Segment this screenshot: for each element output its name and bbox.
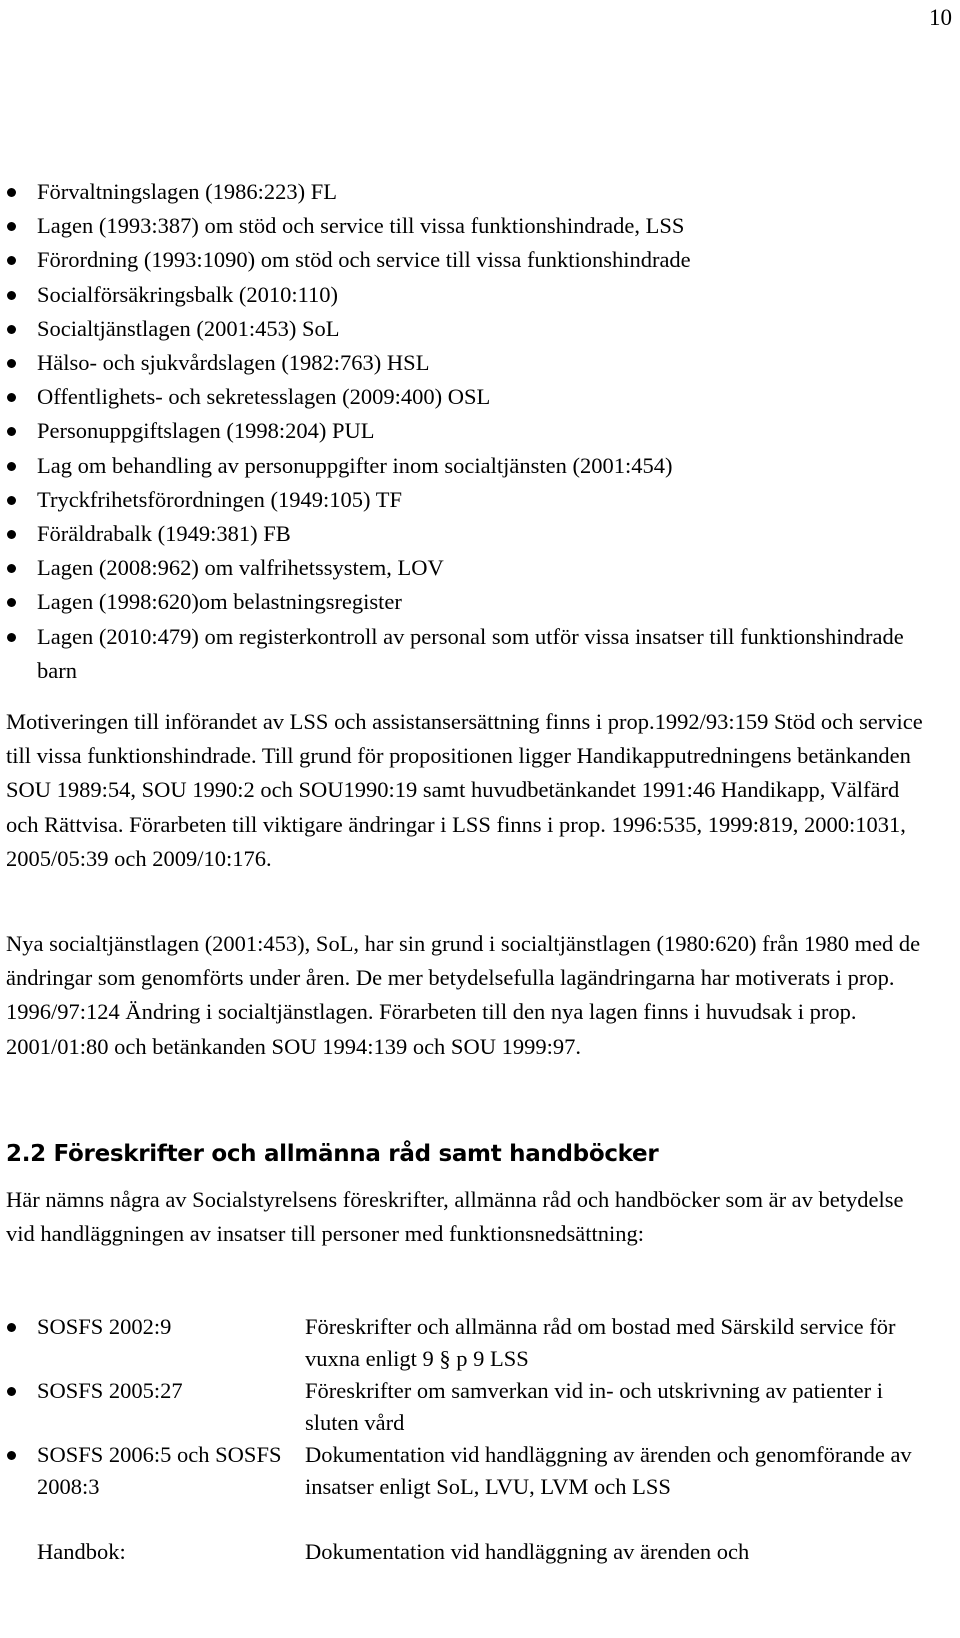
regulation-description: Dokumentation vid handläggning av ärenden och genomförande av insatser enligt SoL, LVU, LVM och LSS [305, 1442, 912, 1500]
regulation-code: SOSFS 2005:27 [37, 1378, 183, 1403]
list-item-text: Socialtjänstlagen (2001:453) SoL [37, 315, 340, 341]
bullet-icon [7, 393, 16, 402]
list-item [0, 585, 940, 619]
list-item [0, 175, 940, 209]
bullet-icon [7, 633, 16, 642]
bullet-icon [7, 1387, 16, 1396]
list-item-text: Socialförsäkringsbalk (2010:110) [37, 281, 338, 307]
regulation-description: Föreskrifter och allmänna råd om bostad med Särskild service för vuxna enligt 9 § p 9 LSS [305, 1314, 896, 1372]
list-item [0, 483, 940, 517]
regulation-code: Handbok: [37, 1539, 126, 1564]
list-item-text: Personuppgiftslagen (1998:204) PUL [37, 418, 375, 444]
list-item-text: Föräldrabalk (1949:381) FB [37, 521, 291, 547]
regulation-item [0, 1536, 940, 1568]
list-item-text: Hälso- och sjukvårdslagen (1982:763) HSL [37, 350, 430, 376]
bullet-icon [7, 427, 16, 436]
regulation-item [0, 1311, 940, 1375]
section-intro: Här nämns några av Socialstyrelsens föreskrifter, allmänna råd och handböcker som är av betydelse vid handläggningen av insatser till personer med funktionsnedsättning: [6, 1187, 904, 1247]
list-item [0, 346, 940, 380]
bullet-icon [7, 1323, 16, 1332]
list-item [0, 278, 940, 312]
bullet-icon [7, 291, 16, 300]
bullet-icon [7, 462, 16, 471]
section-heading: 2.2 Föreskrifter och allmänna råd samt handböcker [6, 1141, 659, 1167]
bullet-icon [7, 564, 16, 573]
list-item-text: Förvaltningslagen (1986:223) FL [37, 179, 337, 204]
regulation-item [0, 1375, 940, 1439]
bullet-icon [7, 188, 16, 197]
bullet-icon [7, 598, 16, 607]
regulation-code: SOSFS 2006:5 och SOSFS 2008:3 [37, 1442, 282, 1500]
bullet-icon [7, 359, 16, 368]
bullet-icon [7, 1451, 16, 1460]
list-item [0, 380, 940, 414]
list-item [0, 551, 940, 585]
page-number: 10 [929, 5, 952, 30]
bullet-icon [7, 496, 16, 505]
regulation-description: Föreskrifter om samverkan vid in- och utskrivning av patienter i sluten vård [305, 1378, 883, 1436]
list-item-text: Lagen (1998:620)om belastningsregister [37, 589, 402, 615]
list-item [0, 312, 940, 346]
list-item-text: Lag om behandling av personuppgifter inom socialtjänsten (2001:454) [37, 452, 673, 478]
bullet-icon [7, 325, 16, 334]
paragraph-lss: Motiveringen till införandet av LSS och assistansersättning finns i prop.1992/93:159 Stöd och service till vissa funktionshindrade. Till grund för propositionen ligger Handikapputredningens betänkanden SOU 1989:54, SOU 1990:2 och SOU1990:19 samt huvudbetänkandet 1991:46 Handikapp, Välfärd och Rättvisa. Förarbeten till viktigare ändringar i LSS finns i prop. 1996:535, 1999:819, 2000:1031, 2005/05:39 och 2009/10:176. [6, 709, 923, 871]
regulation-list [0, 1311, 940, 1568]
list-item [0, 243, 940, 277]
regulation-code: SOSFS 2002:9 [37, 1314, 172, 1339]
list-item [0, 449, 940, 483]
regulation-item [0, 1439, 940, 1536]
list-item [0, 414, 940, 448]
bullet-icon [7, 530, 16, 539]
law-list [0, 175, 940, 688]
list-item [0, 620, 940, 688]
list-item-text: Offentlighets- och sekretesslagen (2009:400) OSL [37, 384, 491, 410]
list-item-text: Lagen (1993:387) om stöd och service till vissa funktionshindrade, LSS [37, 213, 685, 239]
bullet-icon [7, 222, 16, 231]
list-item [0, 517, 940, 551]
list-item-text: Tryckfrihetsförordningen (1949:105) TF [37, 486, 402, 512]
paragraph-sol: Nya socialtjänstlagen (2001:453), SoL, har sin grund i socialtjänstlagen (1980:620) från 1980 med de ändringar som genomförts under åren. De mer betydelsefulla lagändringarna har motiverats i prop. 1996/97:124 Ändring i socialtjänstlagen. Förarbeten till den nya lagen finns i huvudsak i prop. 2001/01:80 och betänkanden SOU 1994:139 och SOU 1999:97. [6, 931, 921, 1059]
list-item-text: Lagen (2008:962) om valfrihetssystem, LOV [37, 555, 444, 581]
regulation-description: Dokumentation vid handläggning av ärenden och [305, 1539, 750, 1564]
list-item-text: Förordning (1993:1090) om stöd och service till vissa funktionshindrade [37, 247, 691, 273]
list-item [0, 209, 940, 243]
bullet-icon [7, 256, 16, 265]
list-item-text: Lagen (2010:479) om registerkontroll av personal som utför vissa insatser till funktionshindrade barn [37, 623, 904, 683]
